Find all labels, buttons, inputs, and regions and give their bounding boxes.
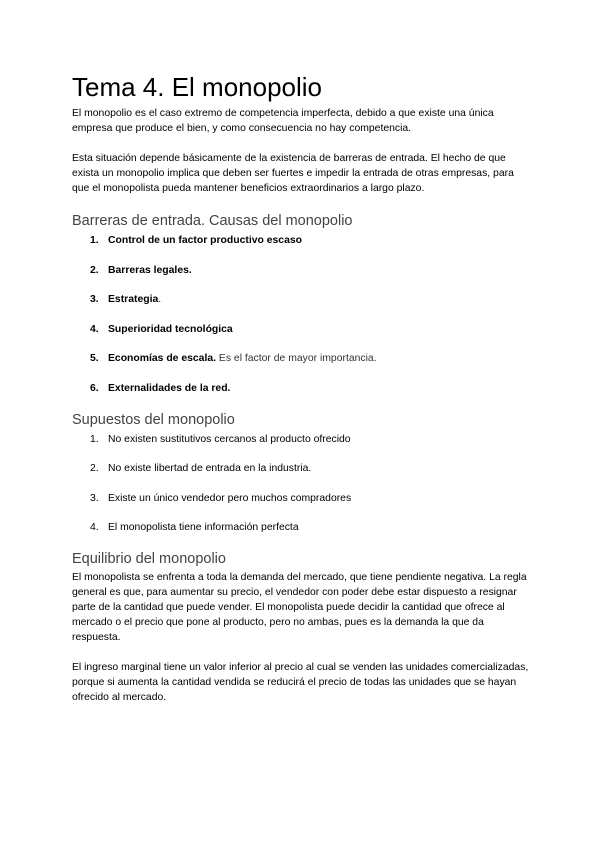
ingreso-marginal-paragraph: El ingreso marginal tiene un valor inferior al precio al cual se venden las unidades comercializadas, porque si aumenta la cantidad vendida se reducirá el precio de todas las unidades que se hayan ofrecido al mercado. [72,662,529,703]
list-item: 5. Economías de escala. Es el factor de mayor importancia. [90,353,377,364]
causas-heading: Barreras de entrada. Causas del monopolio [72,213,353,229]
barreras-paragraph: Esta situación depende básicamente de la existencia de barreras de entrada. El hecho de que exista un monopolio implica que deben ser fuertes e impedir la entrada de otras empresas, para que el monopolista pueda mantener beneficios extraordinarios a largo plazo. [72,153,514,194]
equilibrio-paragraph: El monopolista se enfrenta a toda la demanda del mercado, que tiene pendiente negativa. La regla general es que, para aumentar su precio, el vendedor con poder debe estar dispuesto a resignar parte de la cantidad que puede vender. El monopolista puede decidir la cantidad que ofrece al mercado o el precio que pone al producto, pero no ambas, pues es la demanda la que da respuesta. [72,572,527,643]
document-page [72,70,532,705]
supuestos-heading: Supuestos del monopolio [72,411,235,428]
supuestos-list [72,432,532,536]
list-item: 2. Barreras legales. [90,264,192,276]
document-title: Tema 4. El monopolio [72,72,323,102]
list-item: 6. Externalidades de la red. [90,382,231,394]
list-item: 1. No existen sustitutivos cercanos al producto ofrecido [90,433,351,445]
list-item: 4. El monopolista tiene información perfecta [90,522,299,533]
equilibrio-heading: Equilibrio del monopolio [72,551,226,567]
causas-list [72,233,532,396]
intro-paragraph: El monopolio es el caso extremo de competencia imperfecta, debido a que existe una única empresa que produce el bien, y como consecuencia no hay competencia. [72,108,494,134]
list-item: 3. Existe un único vendedor pero muchos compradores [90,492,352,504]
list-item: 3. Estrategia. [90,294,162,305]
list-item: 4. Superioridad tecnológica [90,323,233,335]
list-item: 1. Control de un factor productivo escaso [90,235,302,246]
list-item: 2. No existe libertad de entrada en la industria. [90,463,312,474]
